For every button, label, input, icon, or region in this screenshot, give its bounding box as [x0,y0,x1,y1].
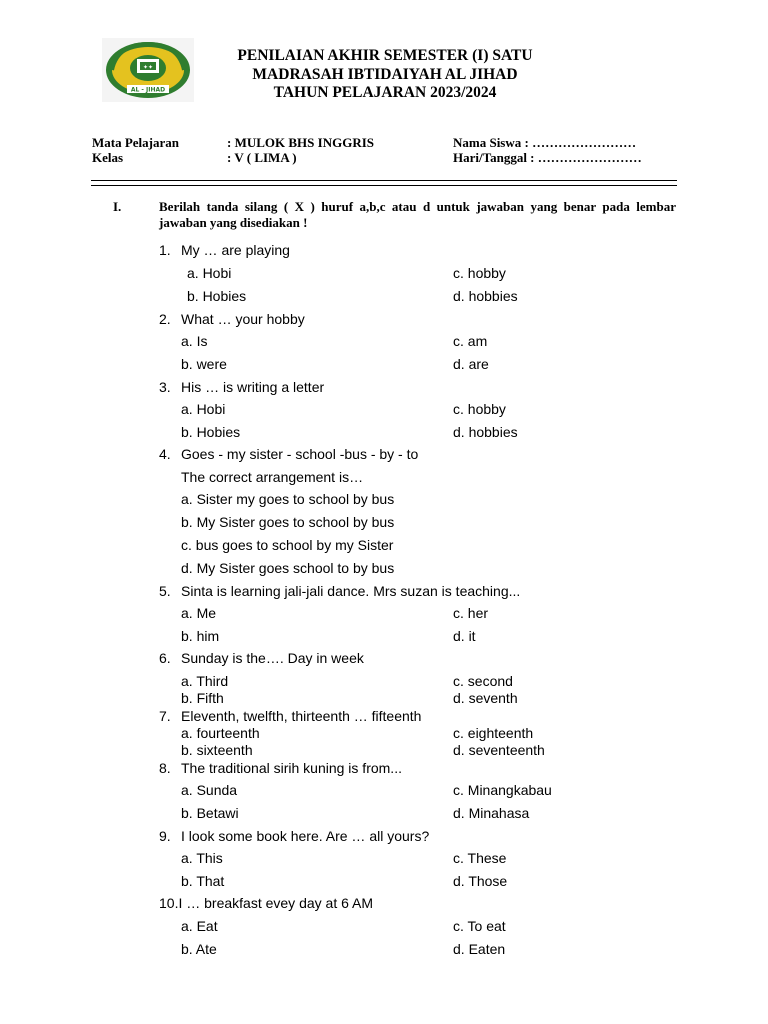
option-b: b. sixteenth [181,742,253,758]
option-d: d. it [453,628,476,644]
option-a: a. Me [181,605,217,621]
question-5 [159,583,520,600]
option-b: b. him [181,628,220,644]
divider-bottom [91,185,677,186]
question-7 [159,708,421,725]
option-a: a. This [181,850,223,866]
option-b: b. were [181,356,227,372]
question-number: 4. [159,446,171,462]
option-d: d. seventeenth [453,742,545,758]
question-8 [159,760,402,777]
header-title-line-3: TAHUN PELAJARAN 2023/2024 [273,84,497,101]
option-b: b. Ate [181,941,217,957]
question-10 [159,895,373,912]
option-b: b. Betawi [181,805,239,821]
option-c: c. To eat [453,918,506,934]
option-b: b. Hobies [181,424,241,440]
subject-label: Mata Pelajaran [92,135,180,150]
question-number: 2. [159,311,171,327]
question-number: 9. [159,828,171,844]
option-d: d. My Sister goes school to by bus [181,560,395,576]
option-a: a. Is [181,333,208,349]
option-a: a. Sunda [181,782,238,798]
option-b: b. Hobies [187,288,247,304]
option-d: d. Eaten [453,941,506,957]
question-text: Sunday is the…. Day in week [181,650,364,666]
option-b: b. My Sister goes to school by bus [181,514,395,530]
question-9 [159,828,429,845]
header-title-line-2: MADRASAH IBTIDAIYAH AL JIHAD [252,66,518,83]
logo-text: AL - JIHAD [130,86,166,94]
question-4 [159,446,418,463]
option-c: c. her [453,605,489,621]
option-d: d. Those [453,873,508,889]
option-a: a. Sister my goes to school by bus [181,491,395,507]
question-number: 8. [159,760,171,776]
option-c: c. These [453,850,507,866]
class-value: : V ( LIMA ) [227,150,297,165]
question-6 [159,650,364,667]
question-text: Goes - my sister - school -bus - by - to [181,446,419,462]
question-subtext: The correct arrangement is… [181,469,364,485]
option-c: c. eighteenth [453,725,534,741]
question-text: I … breakfast evey day at 6 AM [178,895,374,911]
question-text: My … are playing [181,242,290,258]
question-text: I look some book here. Are … all yours? [181,828,430,844]
option-c: c. second [453,673,513,689]
option-d: d. seventh [453,690,518,706]
option-c: c. hobby [453,401,506,417]
question-number: 6. [159,650,171,666]
question-text: The traditional sirih kuning is from... [181,760,402,776]
header-title-line-1: PENILAIAN AKHIR SEMESTER (I) SATU [237,47,533,64]
option-a: a. Hobi [181,401,226,417]
class-label: Kelas [92,150,124,165]
option-a: a. Eat [181,918,218,934]
question-number: 1. [159,242,171,258]
option-c: c. bus goes to school by my Sister [181,537,394,553]
option-d: d. hobbies [453,424,518,440]
question-2 [159,311,305,328]
option-b: b. That [181,873,225,889]
question-text: His … is writing a letter [181,379,325,395]
option-d: d. Minahasa [453,805,530,821]
question-text: Sinta is learning jali-jali dance. Mrs suzan is teaching... [181,583,521,599]
date-field: Hari/Tanggal : …………………… [453,150,642,165]
subject-value: : MULOK BHS INGGRIS [227,135,374,150]
option-c: c. am [453,333,488,349]
option-d: d. hobbies [453,288,518,304]
section-number: I. [113,199,122,214]
option-c: c. Minangkabau [453,782,552,798]
name-field: Nama Siswa : …………………… [453,135,637,150]
option-a: a. fourteenth [181,725,260,741]
question-3 [159,379,324,396]
option-a: a. Hobi [187,265,232,281]
question-number: 7. [159,708,171,724]
question-text: Eleventh, twelfth, thirteenth … fifteenth [181,708,422,724]
question-number: 3. [159,379,171,395]
question-number: 5. [159,583,171,599]
option-d: d. are [453,356,489,372]
section-instruction: Berilah tanda silang ( X ) huruf a,b,c atau d untuk jawaban yang benar pada lembar jawaban yang disediakan ! [159,199,676,230]
question-1 [159,242,290,259]
option-b: b. Fifth [181,690,224,706]
svg-text:✦✦: ✦✦ [142,64,154,71]
option-a: a. Third [181,673,229,689]
school-logo [102,38,194,102]
question-number: 10. [159,895,179,911]
option-c: c. hobby [453,265,506,281]
question-text: What … your hobby [181,311,305,327]
divider-top [91,180,677,181]
